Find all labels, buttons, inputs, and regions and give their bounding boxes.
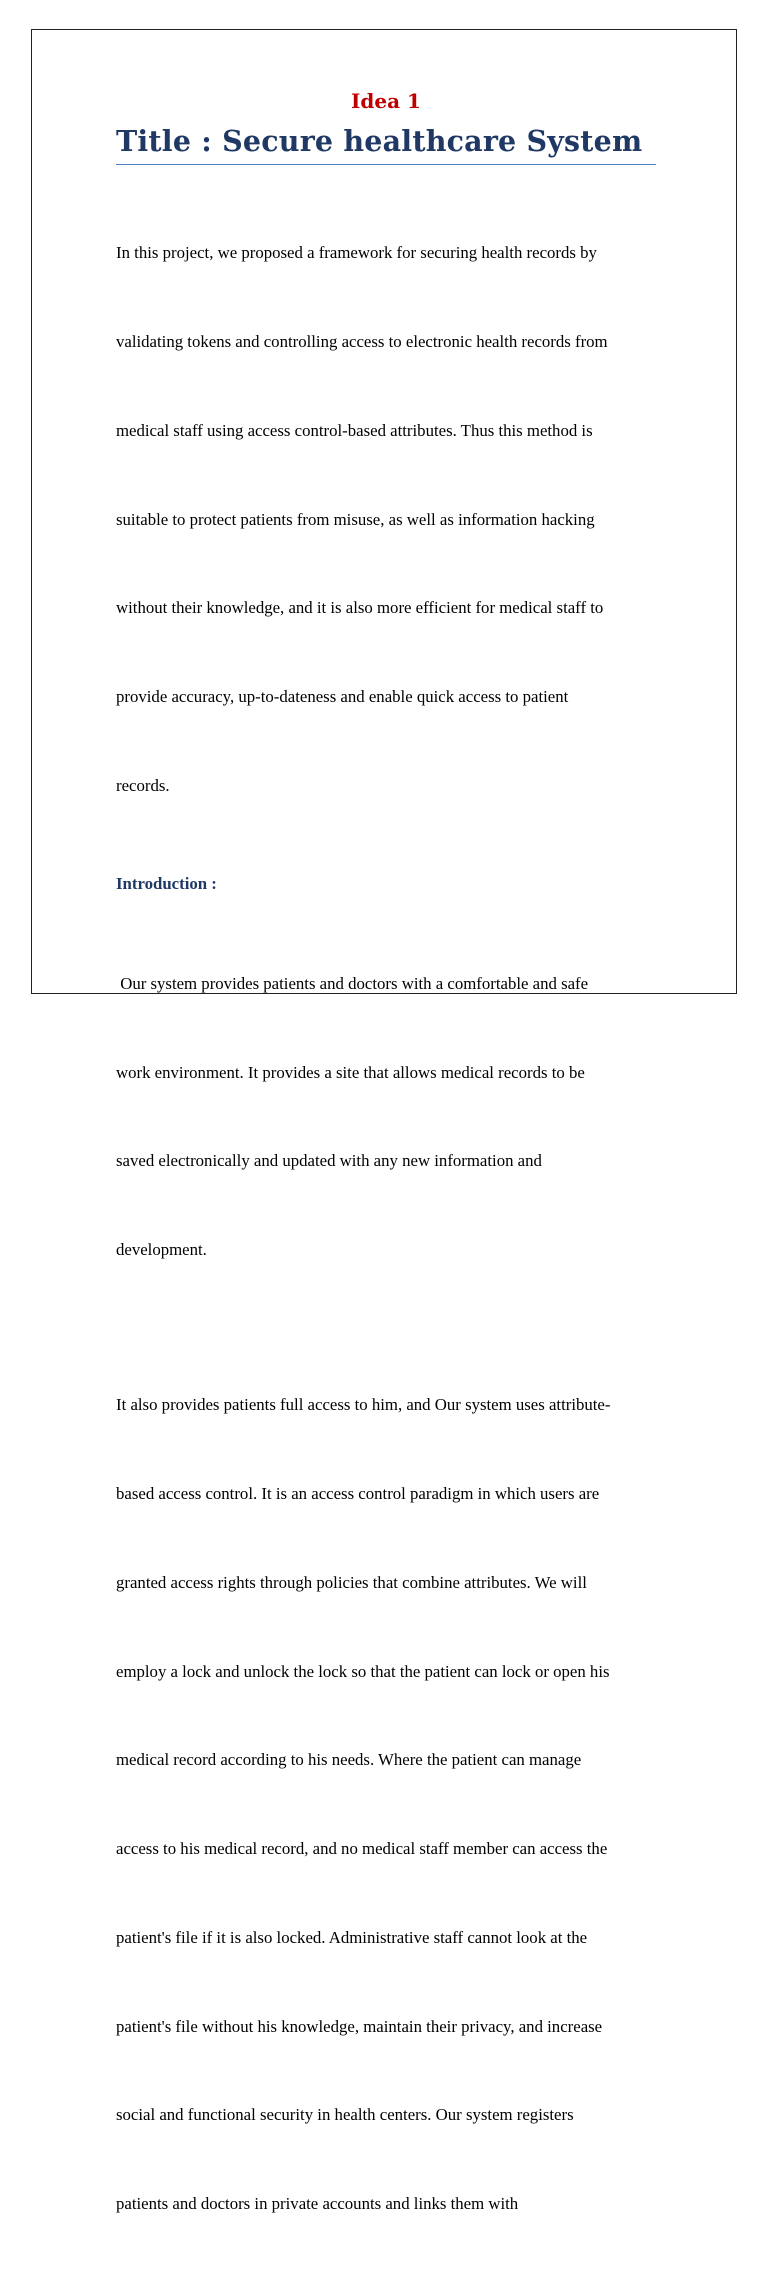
details-line: patients and doctors in private accounts and links them with <box>116 2194 519 2214</box>
details-paragraph <box>116 1331 656 2278</box>
details-line: granted access rights through policies that combine attributes. We will <box>116 1572 587 1592</box>
abstract-line: medical staff using access control-based attributes. Thus this method is <box>116 420 593 440</box>
details-line: based access control. It is an access control paradigm in which users are <box>116 1483 600 1503</box>
details-line: It also provides patients full access to him, and Our system uses attribute- <box>116 1395 611 1415</box>
intro-line: Our system provides patients and doctors with a comfortable and safe <box>116 973 589 993</box>
abstract-line: records. <box>116 775 170 795</box>
details-line: patient's file if it is also locked. Administrative staff cannot look at the <box>116 1927 588 1947</box>
document-body <box>116 86 656 2278</box>
abstract-line: suitable to protect patients from misuse, as well as information hacking <box>116 509 595 529</box>
abstract-line: provide accuracy, up-to-dateness and enable quick access to patient <box>116 687 569 707</box>
abstract-line: validating tokens and controlling access to electronic health records from <box>116 331 608 351</box>
details-line: patient's file without his knowledge, maintain their privacy, and increase <box>116 2016 603 2036</box>
introduction-paragraph <box>116 910 656 1324</box>
intro-line: development. <box>116 1240 207 1260</box>
idea-label: Idea 1 <box>351 89 421 113</box>
intro-line: work environment. It provides a site that allows medical records to be <box>116 1062 585 1082</box>
abstract-paragraph <box>116 179 656 860</box>
abstract-line: In this project, we proposed a framework for securing health records by <box>116 243 597 263</box>
introduction-heading: Introduction : <box>116 873 217 893</box>
abstract-line: without their knowledge, and it is also more efficient for medical staff to <box>116 598 604 618</box>
details-line: access to his medical record, and no medical staff member can access the <box>116 1839 608 1859</box>
document-title: Title : Secure healthcare System <box>116 122 656 165</box>
details-line: employ a lock and unlock the lock so that the patient can lock or open his <box>116 1661 610 1681</box>
details-line: medical record according to his needs. Where the patient can manage <box>116 1750 582 1770</box>
details-line: social and functional security in health centers. Our system registers <box>116 2105 574 2125</box>
intro-line: saved electronically and updated with any new information and <box>116 1151 542 1171</box>
